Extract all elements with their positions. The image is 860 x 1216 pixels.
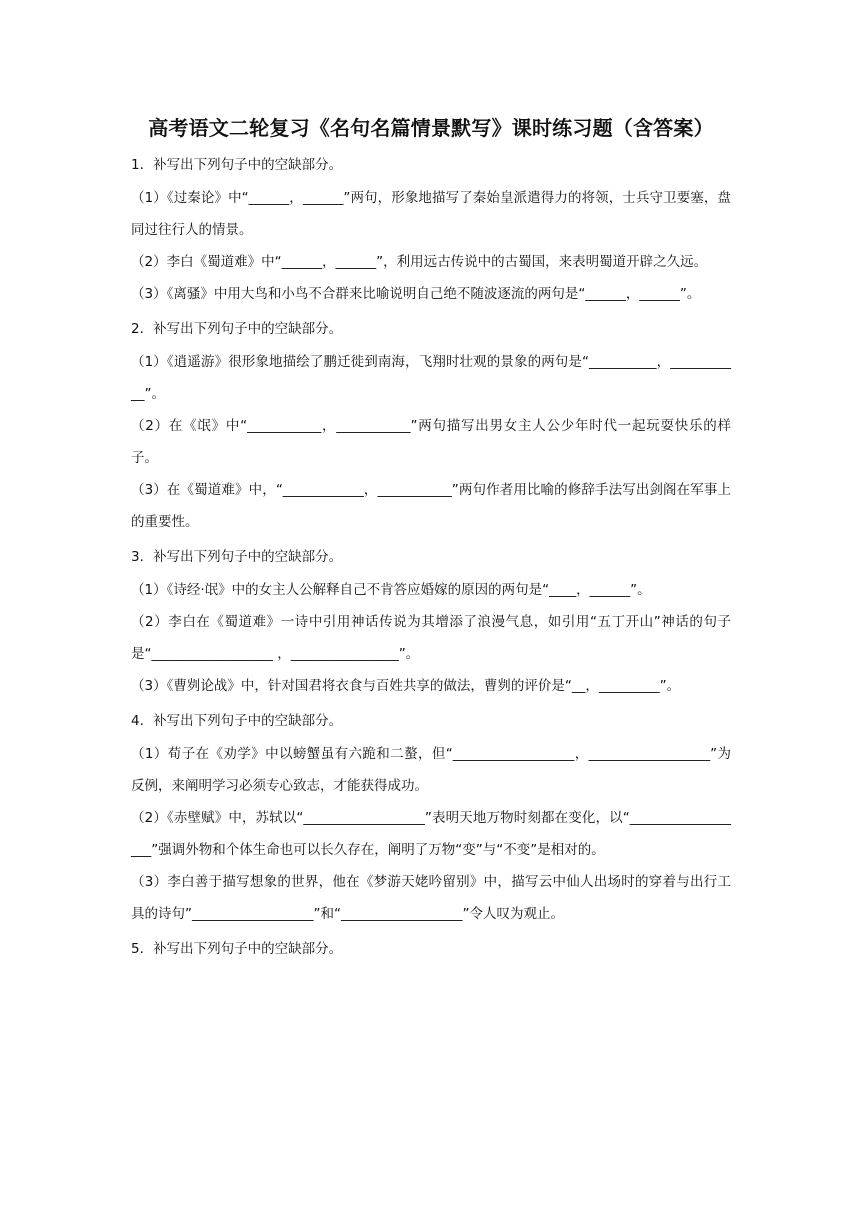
sub-question: （1）《诗经·氓》中的女主人公解释自己不肯答应婚嫁的原因的两句是“____，______”。 (131, 582, 651, 598)
question-1 (131, 152, 731, 310)
sub-question: （3）在《蜀道难》中，“____________，___________”两句作者用比喻的修辞手法写出剑阁在军事上的重要性。 (131, 482, 731, 530)
sub-question: （3）《曹刿论战》中，针对国君将衣食与百姓共享的做法，曹刿的评价是“__，_________”。 (131, 678, 681, 694)
sub-question: （3）《离骚》中用大鸟和小鸟不合群来比喻说明自己绝不随波逐流的两句是“______，______”。 (131, 286, 701, 302)
sub-question: （2）《赤壁赋》中，苏轼以“__________________”表明天地万物时刻都在变化，以“__________________”强调外物和个体生命也可以长久存在，阐明了万物“变”与“不变”是相对的。 (131, 810, 731, 858)
sub-question: （1）《过秦论》中“______，______”两句，形象地描写了秦始皇派遣得力的将领，士兵守卫要塞，盘同过往行人的情景。 (131, 190, 731, 238)
sub-question: （3）李白善于描写想象的世界，他在《梦游天姥吟留别》中，描写云中仙人出场时的穿着与出行工具的诗句”__________________”和“__________________”令人叹为观止。 (131, 874, 731, 922)
sub-question: （1）《逍遥游》很形象地描绘了鹏迁徙到南海，飞翔时壮观的景象的两句是“__________，___________”。 (131, 354, 731, 402)
sub-question: （1）荀子在《劝学》中以螃蟹虽有六跪和二螯，但“__________________，__________________”为反例，来阐明学习必须专心致志，才能获得成功。 (131, 746, 731, 794)
document-title: 高考语文二轮复习《名句名篇情景默写》课时练习题（含答案） (148, 116, 714, 140)
sub-question: （2）李白在《蜀道难》一诗中引用神话传说为其增添了浪漫气息，如引用“五丁开山”神话的句子是“__________________ ，________________”。 (131, 614, 731, 662)
question-3 (131, 544, 731, 702)
sub-question: （2）在《氓》中“___________，___________”两句描写出男女主人公少年时代一起玩耍快乐的样子。 (131, 418, 731, 466)
question-2 (131, 316, 731, 538)
question-heading: 2．补写出下列句子中的空缺部分。 (131, 321, 343, 337)
question-heading: 5．补写出下列句子中的空缺部分。 (131, 941, 343, 957)
question-5 (131, 936, 731, 962)
question-heading: 3．补写出下列句子中的空缺部分。 (131, 549, 343, 565)
question-heading: 1．补写出下列句子中的空缺部分。 (131, 157, 343, 173)
document-content (131, 112, 731, 966)
question-4 (131, 708, 731, 930)
sub-question: （2）李白《蜀道难》中“______，______”，利用远古传说中的古蜀国，来表明蜀道开辟之久远。 (131, 254, 708, 270)
question-heading: 4．补写出下列句子中的空缺部分。 (131, 713, 343, 729)
